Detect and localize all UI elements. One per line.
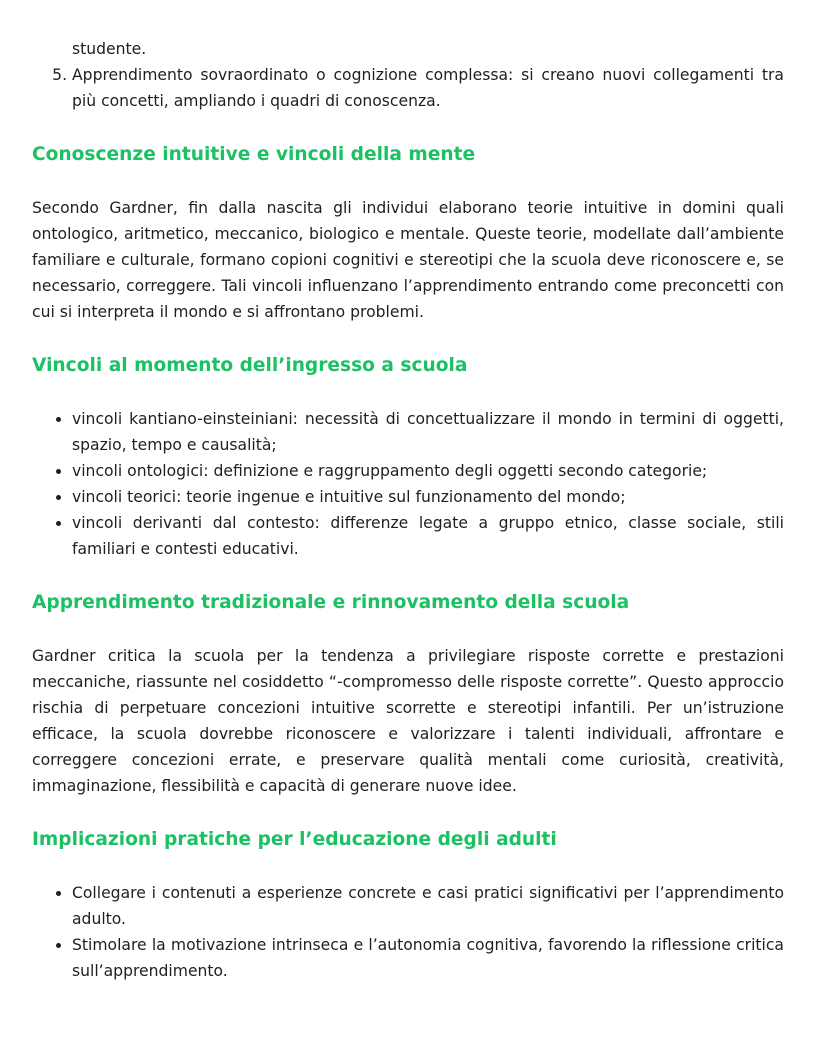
implicazioni-bullet-list	[32, 880, 784, 984]
list-item: • vincoli derivanti dal contesto: differenze legate a gruppo etnico, classe sociale, stili familiari e contesti educativi.	[72, 510, 784, 562]
list-item: • Stimolare la motivazione intrinseca e l’autonomia cognitiva, favorendo la riflessione critica sull’apprendimento.	[72, 932, 784, 984]
section-heading-apprendimento: Apprendimento tradizionale e rinnovamento della scuola	[32, 592, 630, 613]
list-item: 5. Apprendimento sovraordinato o cognizione complessa: si creano nuovi collegamenti tra più concetti, ampliando i quadri di conoscenza.	[72, 62, 784, 114]
vincoli-bullet-list	[32, 406, 784, 562]
list-item: • vincoli teorici: teorie ingenue e intuitive sul funzionamento del mondo;	[72, 484, 784, 510]
intro-ordered-list	[32, 36, 784, 114]
section-paragraph-conoscenze: Secondo Gardner, fin dalla nascita gli individui elaborano teorie intuitive in domini quali ontologico, aritmetico, meccanico, biologico e mentale. Queste teorie, modellate dall’ambiente familiare e culturale, formano copioni cognitivi e stereotipi che la scuola deve riconoscere e, se necessario, correggere. Tali vincoli influenzano l’apprendimento entrando come preconcetti con cui si interpreta il mondo e si affrontano problemi.	[32, 199, 784, 321]
list-item: • vincoli kantiano-einsteiniani: necessità di concettualizzare il mondo in termini di oggetti, spazio, tempo e causalità;	[72, 406, 784, 458]
list-item: • vincoli ontologici: definizione e raggruppamento degli oggetti secondo categorie;	[72, 458, 784, 484]
section-heading-vincoli: Vincoli al momento dell’ingresso a scuola	[32, 355, 468, 376]
section-paragraph-apprendimento: Gardner critica la scuola per la tendenza a privilegiare risposte corrette e prestazioni meccaniche, riassunte nel cosiddetto “-compromesso delle risposte corrette”. Questo approccio rischia di perpetuare concezioni intuitive scorrette e stereotipi infantili. Per un’istruzione efficace, la scuola dovrebbe riconoscere e valorizzare i talenti individuali, affrontare e correggere concezioni errate, e preservare qualità mentali come curiosità, creatività, immaginazione, flessibilità e capacità di generare nuove idee.	[32, 647, 784, 795]
list-item-continuation: studente.	[72, 40, 147, 58]
list-item: • Collegare i contenuti a esperienze concrete e casi pratici significativi per l’apprendimento adulto.	[72, 880, 784, 932]
section-heading-conoscenze: Conoscenze intuitive e vincoli della mente	[32, 144, 476, 165]
section-heading-implicazioni: Implicazioni pratiche per l’educazione degli adulti	[32, 829, 557, 850]
